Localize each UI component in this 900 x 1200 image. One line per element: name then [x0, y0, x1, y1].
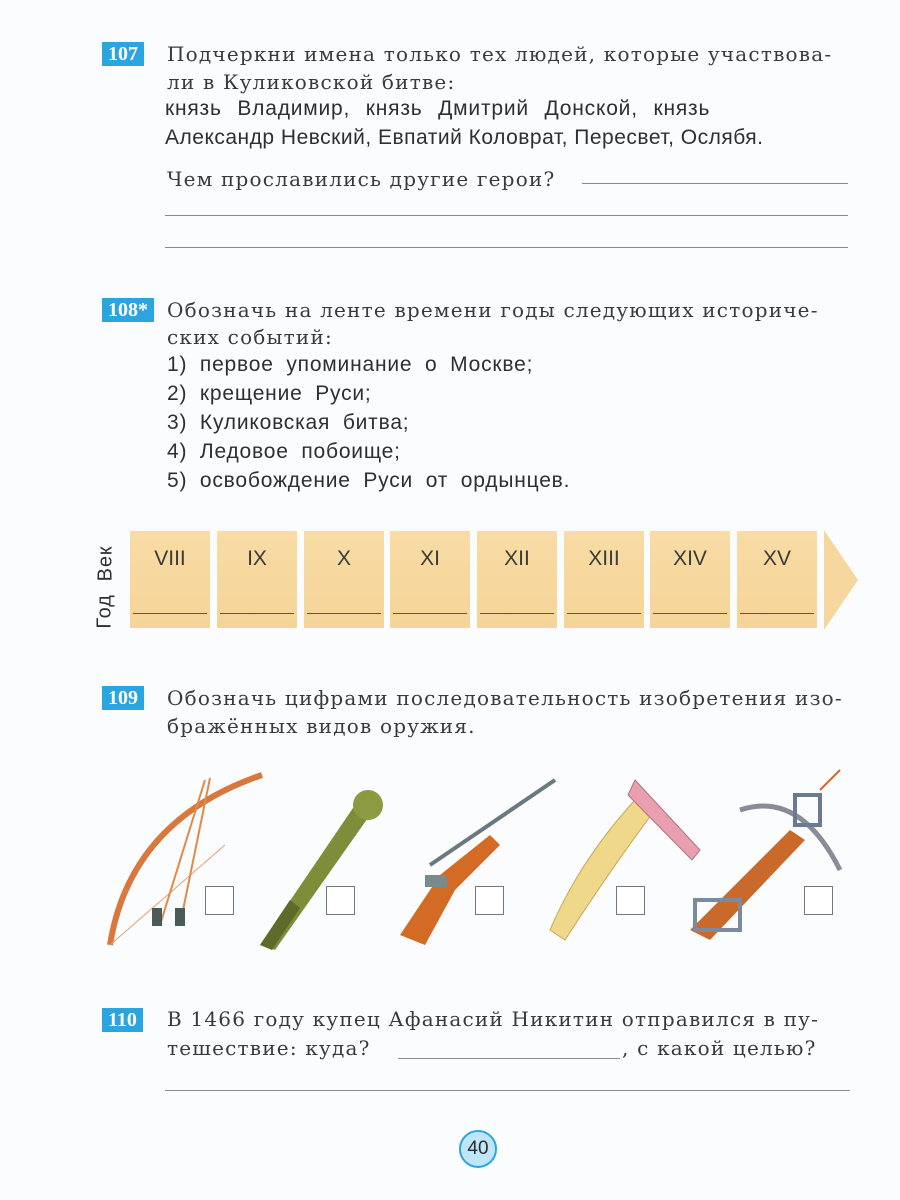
year-line: [480, 613, 554, 614]
year-line: [220, 613, 294, 614]
row-label-year: Год: [93, 594, 116, 629]
event-item: 5) освобождение Руси от ордынцев.: [167, 469, 571, 492]
timeline-cell[interactable]: [390, 531, 470, 628]
century-label: XII: [504, 547, 530, 570]
year-line: [307, 613, 381, 614]
task107-text-line1: Подчеркни имена только тех людей, которые участвова-: [167, 42, 833, 66]
rifle-icon: [400, 780, 555, 945]
task107-names-line1: князь Владимир, князь Дмитрий Донской, князь: [165, 97, 711, 120]
answer-line[interactable]: [165, 1090, 850, 1091]
century-label: X: [336, 547, 351, 570]
century-label: VIII: [154, 547, 186, 570]
task-number-109: 109: [102, 686, 144, 710]
century-label: XIII: [588, 547, 620, 570]
event-item: 4) Ледовое побоище;: [167, 440, 401, 463]
task109-text-line2: бражённых видов оружия.: [167, 714, 476, 738]
year-line: [653, 613, 727, 614]
answer-line[interactable]: [582, 183, 848, 184]
answer-line-where[interactable]: [398, 1058, 620, 1059]
page-number: 40: [459, 1130, 497, 1168]
timeline-cell[interactable]: [477, 531, 557, 628]
timeline-cell[interactable]: [564, 531, 644, 628]
order-checkbox-crossbow[interactable]: [804, 886, 833, 915]
order-checkbox-stone-axe[interactable]: [616, 886, 645, 915]
timeline-cell[interactable]: [650, 531, 730, 628]
task-number-108: 108*: [102, 298, 154, 322]
task110-text-line2a: тешествие: куда?: [167, 1036, 371, 1060]
task107-question: Чем прославились другие герои?: [167, 167, 556, 191]
task-number-107: 107: [102, 42, 144, 66]
century-label: XI: [420, 547, 440, 570]
task108-text-line2: ских событий:: [167, 325, 333, 349]
row-label-century: Век: [94, 545, 117, 582]
year-line: [393, 613, 467, 614]
task110-text-line2b: , с какой целью?: [622, 1036, 817, 1060]
order-checkbox-bow[interactable]: [205, 886, 234, 915]
timeline-row-labels: [93, 530, 126, 630]
timeline-cell[interactable]: [304, 531, 384, 628]
order-checkbox-mace[interactable]: [326, 886, 355, 915]
timeline-cell[interactable]: [217, 531, 297, 628]
event-item: 1) первое упоминание о Москве;: [167, 353, 534, 376]
task110-text-line1: В 1466 году купец Афанасий Никитин отправился в пу-: [167, 1007, 820, 1031]
century-label: XV: [762, 547, 791, 570]
task109-text-line1: Обозначь цифрами последовательность изобретения изо-: [167, 686, 843, 710]
task107-text-line2: ли в Куликовской битве:: [167, 70, 456, 94]
event-item: 3) Куликовская битва;: [167, 411, 410, 434]
timeline-cell[interactable]: [737, 531, 817, 628]
year-line: [740, 613, 814, 614]
mace-icon: [260, 790, 383, 950]
timeline-cell[interactable]: [130, 531, 210, 628]
weapons-illustration: [100, 760, 860, 960]
task108-text-line1: Обозначь на ленте времени годы следующих историче-: [167, 298, 819, 322]
bow-icon: [110, 775, 262, 945]
stone-axe-icon: [550, 780, 700, 940]
year-line: [567, 613, 641, 614]
year-line: [133, 613, 207, 614]
task-number-110: 110: [102, 1008, 143, 1032]
timeline-arrow-icon: [824, 530, 860, 630]
century-label: IX: [247, 547, 267, 570]
answer-line[interactable]: [165, 215, 848, 216]
task107-names-line2: Александр Невский, Евпатий Коловрат, Пересвет, Ослябя.: [165, 126, 764, 149]
order-checkbox-rifle[interactable]: [475, 886, 504, 915]
event-item: 2) крещение Руси;: [167, 382, 372, 405]
answer-line[interactable]: [165, 247, 848, 248]
century-label: XIV: [673, 547, 707, 570]
